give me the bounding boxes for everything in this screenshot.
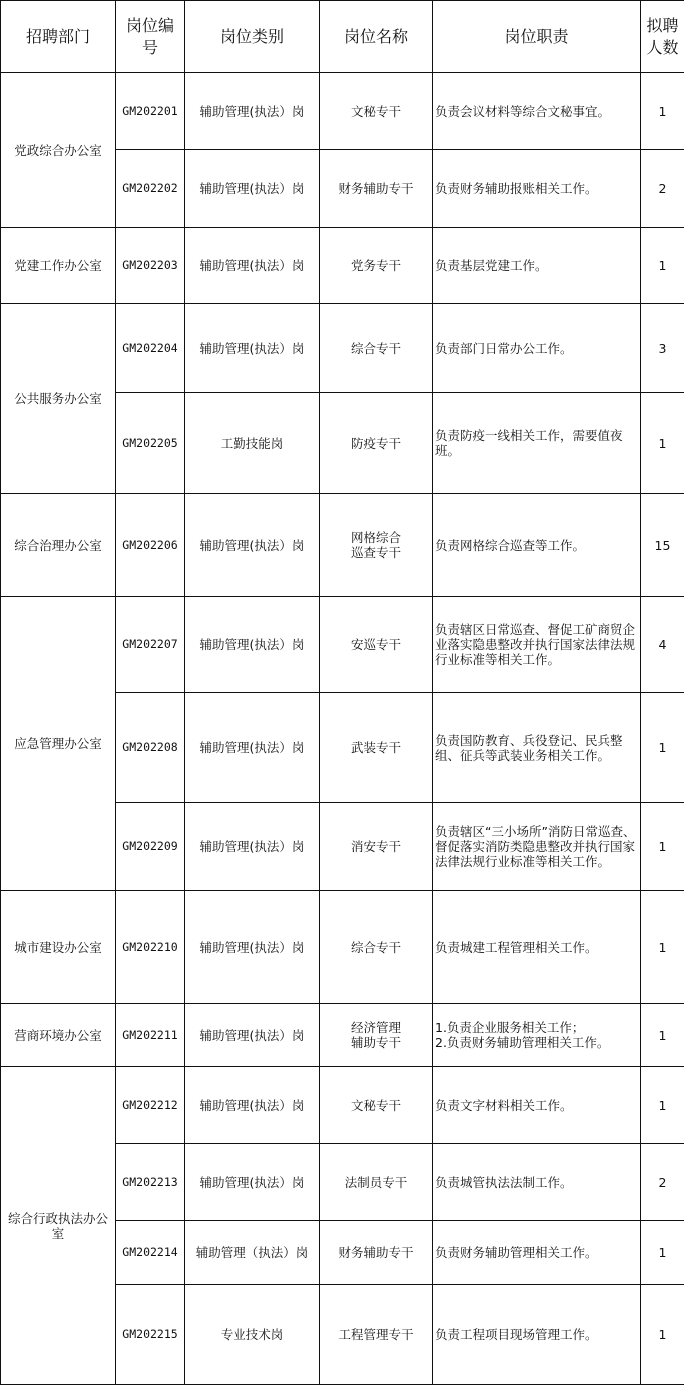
position-category: 辅助管理(执法）岗 — [185, 304, 320, 393]
position-title: 消安专干 — [320, 803, 433, 891]
position-count: 1 — [641, 228, 684, 304]
position-title: 防疫专干 — [320, 393, 433, 494]
table-row — [1, 597, 684, 693]
position-code: GM202209 — [116, 803, 185, 891]
position-category: 辅助管理(执法）岗 — [185, 597, 320, 693]
position-title: 网格综合 巡查专干 — [320, 494, 433, 597]
position-duty: 负责部门日常办公工作。 — [433, 304, 641, 393]
position-code: GM202203 — [116, 228, 185, 304]
position-code: GM202202 — [116, 150, 185, 228]
position-count: 1 — [641, 1067, 684, 1144]
position-count: 2 — [641, 150, 684, 228]
position-duty: 负责基层党建工作。 — [433, 228, 641, 304]
department-cell: 营商环境办公室 — [1, 1004, 116, 1067]
position-duty: 负责城建工程管理相关工作。 — [433, 891, 641, 1004]
position-duty: 负责财务辅助管理相关工作。 — [433, 1221, 641, 1285]
position-title: 综合专干 — [320, 304, 433, 393]
position-count: 1 — [641, 393, 684, 494]
position-category: 辅助管理（执法）岗 — [185, 1221, 320, 1285]
position-count: 1 — [641, 1285, 684, 1385]
position-title: 安巡专干 — [320, 597, 433, 693]
position-duty: 负责防疫一线相关工作，需要值夜班。 — [433, 393, 641, 494]
position-category: 专业技术岗 — [185, 1285, 320, 1385]
position-duty: 负责辖区日常巡查、督促工矿商贸企业落实隐患整改并执行国家法律法规行业标准等相关工作。 — [433, 597, 641, 693]
position-category: 辅助管理(执法）岗 — [185, 1067, 320, 1144]
position-duty: 负责工程项目现场管理工作。 — [433, 1285, 641, 1385]
table-row — [1, 228, 684, 304]
position-title: 综合专干 — [320, 891, 433, 1004]
position-category: 辅助管理(执法）岗 — [185, 494, 320, 597]
table-row — [1, 304, 684, 393]
position-code: GM202201 — [116, 73, 185, 150]
position-category: 辅助管理(执法）岗 — [185, 803, 320, 891]
position-duty: 负责文字材料相关工作。 — [433, 1067, 641, 1144]
header-category: 岗位类别 — [185, 1, 320, 73]
position-duty: 负责城管执法法制工作。 — [433, 1144, 641, 1221]
position-code: GM202212 — [116, 1067, 185, 1144]
position-code: GM202204 — [116, 304, 185, 393]
position-code: GM202207 — [116, 597, 185, 693]
header-row — [1, 1, 684, 73]
position-count: 1 — [641, 803, 684, 891]
table-row — [1, 1067, 684, 1144]
department-cell: 综合行政执法办公室 — [1, 1067, 116, 1385]
position-category: 辅助管理(执法）岗 — [185, 1144, 320, 1221]
position-category: 辅助管理(执法）岗 — [185, 73, 320, 150]
position-title: 文秘专干 — [320, 1067, 433, 1144]
position-category: 辅助管理(执法）岗 — [185, 891, 320, 1004]
position-duty: 负责网格综合巡查等工作。 — [433, 494, 641, 597]
department-cell: 党建工作办公室 — [1, 228, 116, 304]
position-category: 辅助管理(执法）岗 — [185, 150, 320, 228]
position-count: 1 — [641, 693, 684, 803]
header-title: 岗位名称 — [320, 1, 433, 73]
position-code: GM202213 — [116, 1144, 185, 1221]
position-category: 辅助管理(执法）岗 — [185, 228, 320, 304]
position-duty: 负责辖区“三小场所”消防日常巡查、督促落实消防类隐患整改并执行国家法律法规行业标准等相关工作。 — [433, 803, 641, 891]
position-title: 法制员专干 — [320, 1144, 433, 1221]
header-count: 拟聘 人数 — [641, 1, 684, 73]
position-count: 4 — [641, 597, 684, 693]
position-title: 工程管理专干 — [320, 1285, 433, 1385]
department-cell: 党政综合办公室 — [1, 73, 116, 228]
table-row — [1, 73, 684, 150]
position-title: 武装专干 — [320, 693, 433, 803]
position-count: 1 — [641, 73, 684, 150]
position-duty: 1.负责企业服务相关工作； 2.负责财务辅助管理相关工作。 — [433, 1004, 641, 1067]
header-code: 岗位编号 — [116, 1, 185, 73]
header-department: 招聘部门 — [1, 1, 116, 73]
position-duty: 负责国防教育、兵役登记、民兵整组、征兵等武装业务相关工作。 — [433, 693, 641, 803]
position-count: 1 — [641, 1004, 684, 1067]
position-category: 辅助管理(执法）岗 — [185, 1004, 320, 1067]
position-duty: 负责会议材料等综合文秘事宜。 — [433, 73, 641, 150]
position-title: 文秘专干 — [320, 73, 433, 150]
department-cell: 城市建设办公室 — [1, 891, 116, 1004]
position-code: GM202211 — [116, 1004, 185, 1067]
position-count: 1 — [641, 1221, 684, 1285]
position-code: GM202214 — [116, 1221, 185, 1285]
position-code: GM202208 — [116, 693, 185, 803]
department-cell: 综合治理办公室 — [1, 494, 116, 597]
position-title: 党务专干 — [320, 228, 433, 304]
table-row — [1, 1004, 684, 1067]
position-duty: 负责财务辅助报账相关工作。 — [433, 150, 641, 228]
position-code: GM202210 — [116, 891, 185, 1004]
position-title: 经济管理 辅助专干 — [320, 1004, 433, 1067]
department-cell: 公共服务办公室 — [1, 304, 116, 494]
department-cell: 应急管理办公室 — [1, 597, 116, 891]
position-code: GM202215 — [116, 1285, 185, 1385]
position-title: 财务辅助专干 — [320, 150, 433, 228]
position-count: 15 — [641, 494, 684, 597]
header-duty: 岗位职责 — [433, 1, 641, 73]
position-count: 3 — [641, 304, 684, 393]
position-count: 2 — [641, 1144, 684, 1221]
position-title: 财务辅助专干 — [320, 1221, 433, 1285]
position-code: GM202206 — [116, 494, 185, 597]
position-count: 1 — [641, 891, 684, 1004]
position-category: 辅助管理(执法）岗 — [185, 693, 320, 803]
position-category: 工勤技能岗 — [185, 393, 320, 494]
table-row — [1, 494, 684, 597]
position-code: GM202205 — [116, 393, 185, 494]
table-row — [1, 891, 684, 1004]
